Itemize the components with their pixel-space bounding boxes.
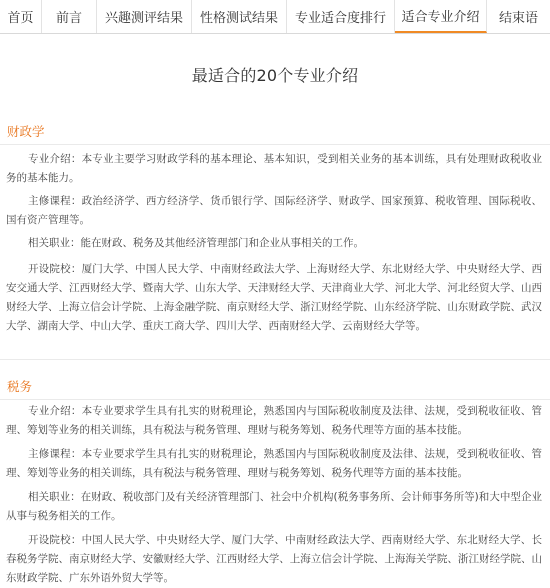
major-name: 财政学 [7, 124, 45, 139]
major-header [0, 375, 550, 400]
major-schools: 开设院校：中国人民大学、中央财经大学、厦门大学、中南财经政法大学、西南财经大学、东北财经大学、长春税务学院、南京财经大学、安徽财经大学、江西财经大学、上海立信会计学院、上海海关学院、浙江财经学院、山东财政学院、广东外语外贸大学等。 [6, 534, 542, 584]
major-courses: 主修课程：政治经济学、西方经济学、货币银行学、国际经济学、财政学、国家预算、税收管理、国际税收、国有资产管理等。 [6, 195, 542, 226]
tab-home[interactable]: 首页 [0, 0, 42, 33]
tab-preface[interactable]: 前言 [42, 0, 97, 33]
tab-interest-results[interactable]: 兴趣测评结果 [97, 0, 192, 33]
major-section-finance [0, 120, 550, 360]
tab-bar [0, 0, 550, 34]
tab-conclusion[interactable]: 结束语 [487, 0, 550, 33]
tab-major-ranking[interactable]: 专业适合度排行 [287, 0, 395, 33]
major-jobs: 相关职业：在财政、税收部门及有关经济管理部门、社会中介机构(税务事务所、会计师事务所等)和大中型企业从事与税务相关的工作。 [6, 491, 542, 522]
tab-suitable-majors[interactable]: 适合专业介绍 [395, 0, 487, 33]
major-intro: 专业介绍：本专业要求学生具有扎实的财税理论，熟悉国内与国际税收制度及法律、法规，受到税收征收、管理、筹划等业务的相关训练，具有税法与税务管理、理财与税务筹划、税务代理等方面的基本技能。 [6, 405, 542, 436]
major-jobs: 相关职业：能在财政、税务及其他经济管理部门和企业从事相关的工作。 [28, 237, 364, 249]
tab-personality-results[interactable]: 性格测试结果 [192, 0, 287, 33]
page-title: 最适合的20个专业介绍 [191, 66, 359, 85]
major-schools: 开设院校：厦门大学、中国人民大学、中南财经政法大学、上海财经大学、东北财经大学、中央财经大学、西安交通大学、江西财经大学、暨南大学、山东大学、天津财经大学、天津商业大学、河北大学、河北经贸大学、山西财经大学、上海立信会计学院、上海金融学院、南京财经大学、浙江财经学院、山东经济学院、山东财政学院、武汉大学、湖南大学、中山大学、重庆工商大学、四川大学、西南财经大学、云南财经大学等。 [6, 263, 542, 332]
major-section-taxation [0, 375, 550, 587]
section-divider [0, 359, 550, 360]
major-courses: 主修课程：本专业要求学生具有扎实的财税理论，熟悉国内与国际税收制度及法律、法规，受到税收征收、管理、筹划等业务的相关训练，具有税法与税务管理、理财与税务筹划、税务代理等方面的基本技能。 [6, 448, 542, 479]
major-header [0, 120, 550, 145]
major-name: 税务 [7, 379, 33, 394]
major-intro: 专业介绍：本专业主要学习财政学科的基本理论、基本知识，受到相关业务的基本训练，具有处理财政税收业务的基本能力。 [6, 153, 542, 184]
